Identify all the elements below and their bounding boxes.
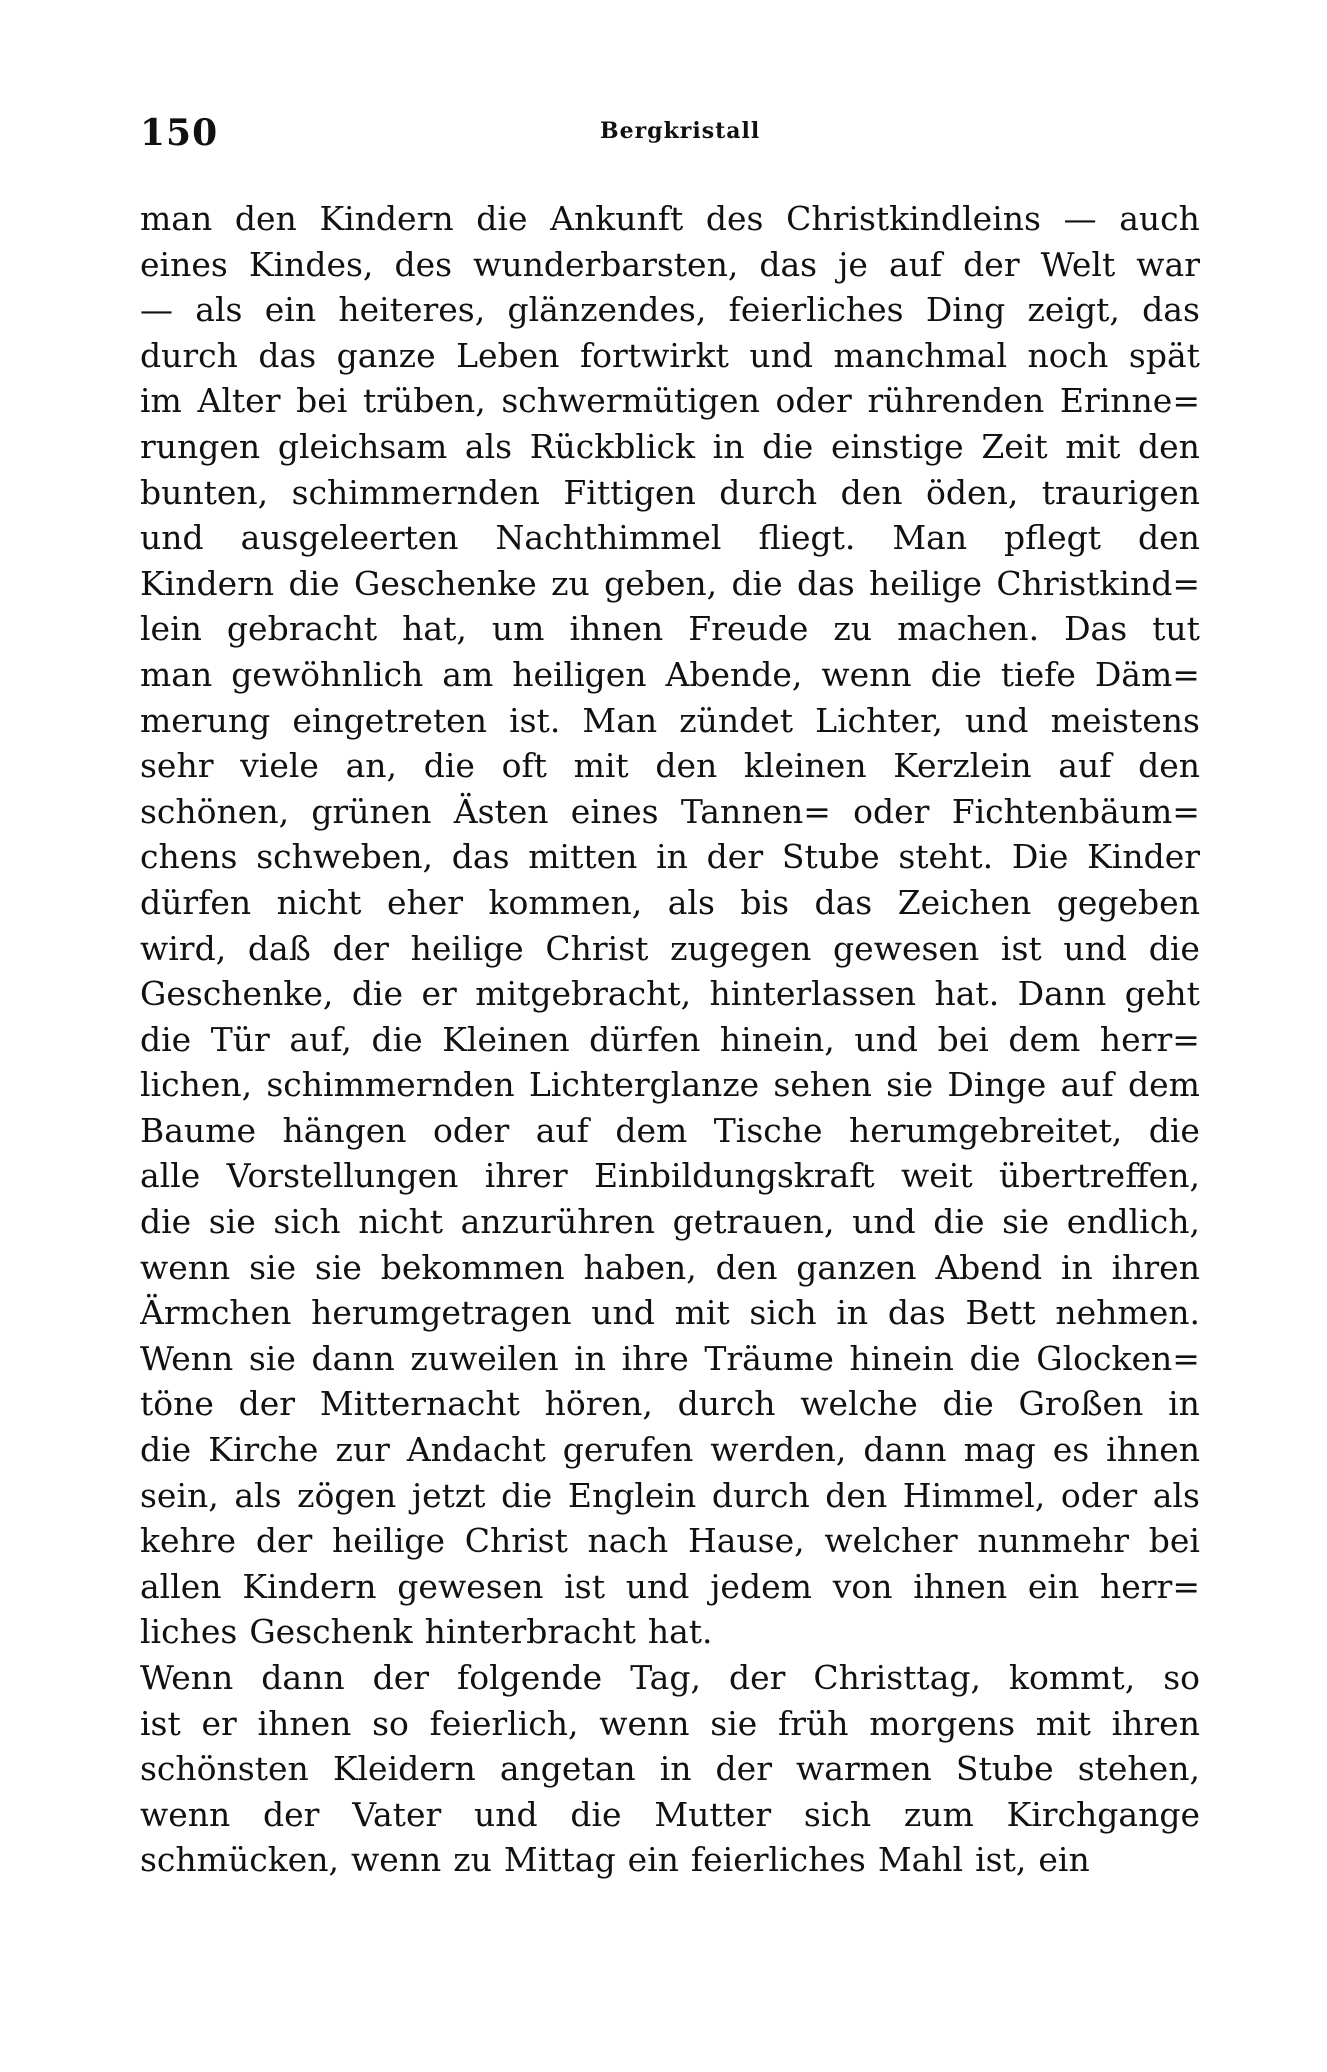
body-text	[140, 196, 1200, 1883]
text-line: liches Geschenk hinterbracht hat.	[140, 1612, 713, 1652]
text-line: alle Vorstellungen ihrer Einbildungskraft weit übertreffen,	[140, 1156, 1200, 1196]
text-line: ist er ihnen so feierlich, wenn sie früh morgens mit ihren	[140, 1703, 1200, 1743]
text-line: und ausgeleerten Nachthimmel fliegt. Man pflegt den	[140, 518, 1200, 558]
text-line: Kindern die Geschenke zu geben, die das heilige Christkind=	[140, 563, 1200, 603]
text-line: die Kirche zur Andacht gerufen werden, dann mag es ihnen	[140, 1430, 1200, 1470]
text-line: Baume hängen oder auf dem Tische herumgebreitet, die	[140, 1110, 1200, 1150]
text-line: schmücken, wenn zu Mittag ein feierliches Mahl ist, ein	[140, 1840, 1090, 1880]
text-line: wenn der Vater und die Mutter sich zum Kirchgange	[140, 1794, 1200, 1834]
text-line: allen Kindern gewesen ist und jedem von ihnen ein herr=	[140, 1566, 1200, 1606]
text-line: schönen, grünen Ästen eines Tannen= oder Fichtenbäum=	[140, 791, 1200, 831]
text-line: man den Kindern die Ankunft des Christkindleins — auch	[140, 199, 1200, 238]
text-line: merung eingetreten ist. Man zündet Lichter, und meistens	[140, 700, 1200, 740]
text-line: Ärmchen herumgetragen und mit sich in das Bett nehmen.	[140, 1293, 1200, 1333]
text-line: lichen, schimmernden Lichterglanze sehen sie Dinge auf dem	[140, 1065, 1200, 1105]
text-line: lein gebracht hat, um ihnen Freude zu machen. Das tut	[140, 609, 1200, 649]
text-line: man gewöhnlich am heiligen Abende, wenn die tiefe Däm=	[140, 654, 1200, 694]
text-line: dürfen nicht eher kommen, als bis das Zeichen gegeben	[140, 882, 1200, 922]
text-line: im Alter bei trüben, schwermütigen oder rührenden Erinne=	[140, 381, 1200, 421]
text-line: sehr viele an, die oft mit den kleinen Kerzlein auf den	[140, 746, 1200, 786]
text-line: kehre der heilige Christ nach Hause, welcher nunmehr bei	[140, 1521, 1200, 1561]
text-line: die sie sich nicht anzurühren getrauen, und die sie endlich,	[140, 1202, 1200, 1242]
text-line: die Tür auf, die Kleinen dürfen hinein, und bei dem herr=	[140, 1019, 1200, 1059]
text-line: chens schweben, das mitten in der Stube steht. Die Kinder	[140, 837, 1200, 877]
text-line: durch das ganze Leben fortwirkt und manchmal noch spät	[140, 335, 1200, 375]
running-title: Bergkristall	[600, 118, 761, 144]
text-line: wird, daß der heilige Christ zugegen gewesen ist und die	[140, 928, 1200, 968]
text-line: Wenn dann der folgende Tag, der Christtag, kommt, so	[140, 1658, 1200, 1697]
text-line: sein, als zögen jetzt die Englein durch den Himmel, oder als	[140, 1475, 1200, 1515]
text-line: Wenn sie dann zuweilen in ihre Träume hinein die Glocken=	[140, 1338, 1200, 1378]
text-line: — als ein heiteres, glänzendes, feierliches Ding zeigt, das	[140, 290, 1200, 330]
text-line: Geschenke, die er mitgebracht, hinterlassen hat. Dann geht	[140, 974, 1200, 1014]
text-line: wenn sie sie bekommen haben, den ganzen Abend in ihren	[140, 1247, 1200, 1287]
text-line: rungen gleichsam als Rückblick in die einstige Zeit mit den	[140, 426, 1200, 466]
text-line: töne der Mitternacht hören, durch welche die Großen in	[140, 1384, 1200, 1424]
page-number: 150	[140, 112, 219, 154]
text-line: schönsten Kleidern angetan in der warmen Stube stehen,	[140, 1749, 1200, 1789]
text-line: bunten, schimmernden Fittigen durch den öden, traurigen	[140, 472, 1200, 512]
text-line: eines Kindes, des wunderbarsten, das je auf der Welt war	[140, 244, 1200, 284]
